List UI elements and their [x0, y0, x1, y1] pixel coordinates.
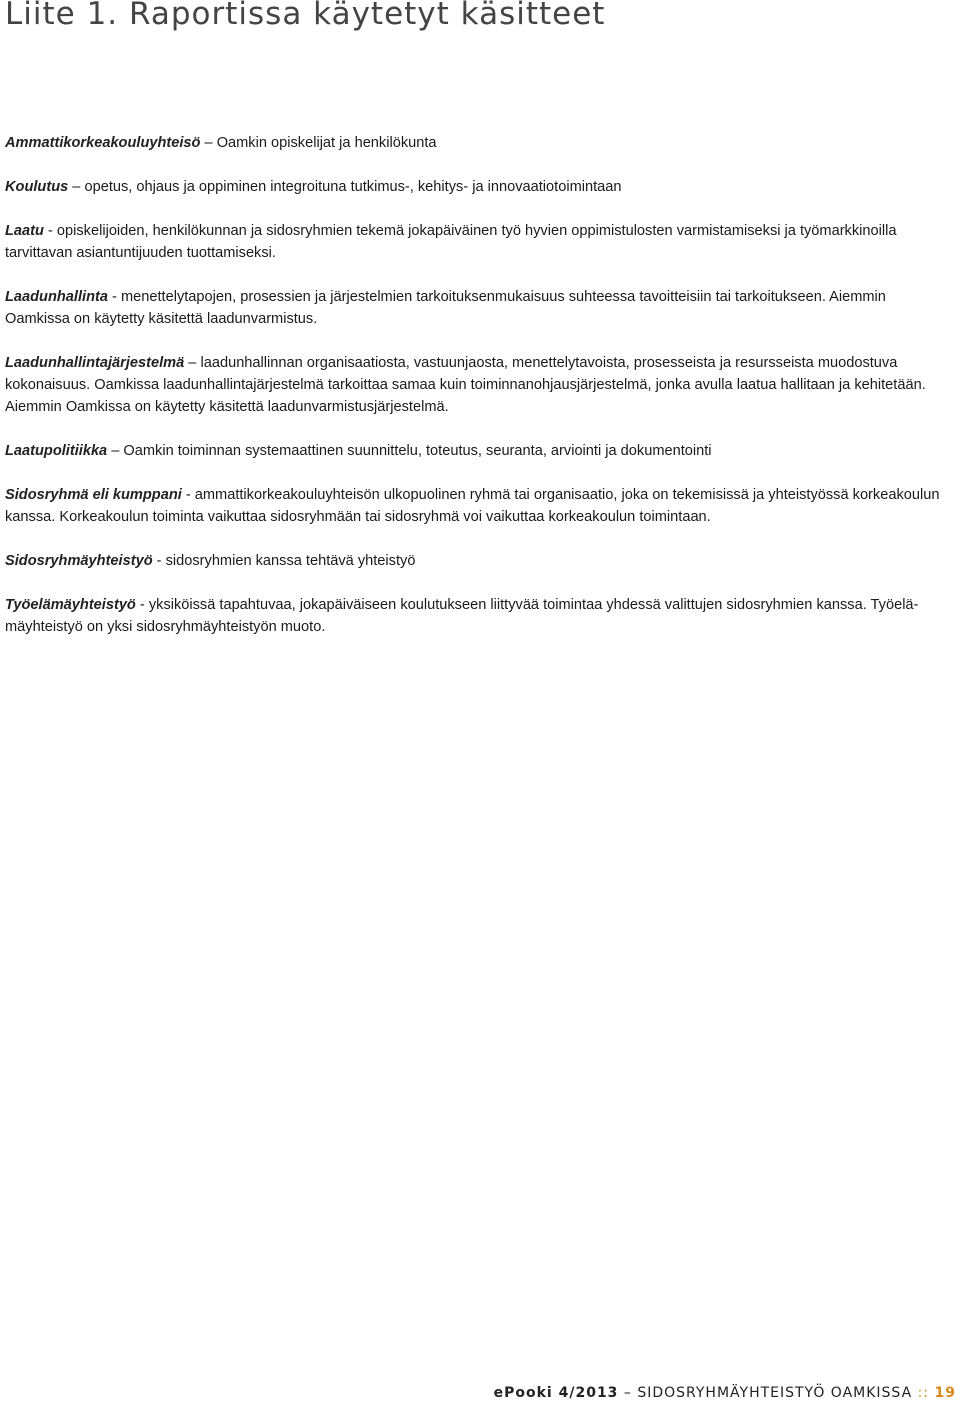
page-number: 19: [934, 1385, 956, 1401]
term-separator: –: [184, 355, 201, 371]
footer-dash: –: [618, 1385, 638, 1401]
glossary-entry: [5, 594, 950, 638]
glossary-definition: laadunhallinnan organisaatiosta, vastuunjaosta, menettelytavoista, prosesseista ja resursseista muodostuva kokonaisuus. Oamkissa laadunhallintajärjestelmä tarkoittaa samaa kuin toiminnanohjausjärjestelmä, jonka avulla laatua hallitaan ja kehitetään. Aiemmin Oamkissa on käytetty käsitettä laadunvarmistusjärjestelmä.: [5, 355, 926, 415]
glossary-term: Laatu: [5, 223, 44, 239]
glossary-term: Koulutus: [5, 179, 69, 195]
glossary-entry: [5, 484, 950, 528]
glossary-definition: ammattikorkeakouluyhteisön ulkopuolinen ryhmä tai organisaatio, joka on tekemisissä ja yhteistyössä korkeakoulun kanssa. Korkeakoulun toiminta vaikuttaa sidosryhmään tai sidosryhmä voi vaikuttaa korkeakoulun toimintaan.: [5, 487, 940, 525]
glossary-definition: sidosryhmien kanssa tehtävä yhteistyö: [165, 553, 416, 569]
glossary-term: Laadunhallinta: [5, 289, 108, 305]
term-separator: -: [152, 553, 166, 569]
publication-name: ePooki 4/2013: [493, 1385, 619, 1401]
glossary-list: [5, 132, 950, 660]
glossary-definition: opiskelijoiden, henkilökunnan ja sidosryhmien tekemä jokapäiväinen työ hyvien oppimistulosten varmistamiseksi ja työmarkkinoilla tarvittavan asiantuntijuuden tuottamiseksi.: [5, 223, 897, 261]
glossary-entry: [5, 550, 950, 572]
glossary-entry: [5, 176, 950, 198]
term-separator: -: [181, 487, 195, 503]
glossary-term: Laadunhallintajärjestelmä: [5, 355, 185, 371]
term-separator: -: [43, 223, 57, 239]
term-separator: -: [135, 597, 149, 613]
glossary-entry: [5, 352, 950, 418]
glossary-definition: menettelytapojen, prosessien ja järjestelmien tarkoituksenmukaisuus suhteessa tavoitteisiin tai tarkoitukseen. Aiemmin Oamkissa on käytetty käsitettä laadunvarmistus.: [5, 289, 886, 327]
footer-separator: ::: [912, 1385, 935, 1401]
term-separator: –: [200, 135, 217, 151]
term-separator: -: [107, 289, 121, 305]
glossary-entry: [5, 440, 950, 462]
glossary-entry: [5, 220, 950, 264]
glossary-entry: [5, 286, 950, 330]
term-separator: –: [68, 179, 85, 195]
glossary-definition: Oamkin opiskelijat ja henkilökunta: [216, 135, 437, 151]
series-name: SIDOSRYHMÄYHTEISTYÖ OAMKISSA: [637, 1385, 913, 1401]
term-separator: –: [107, 443, 124, 459]
glossary-term: Sidosryhmäyhteistyö: [5, 553, 153, 569]
page-title: Liite 1. Raportissa käytetyt käsitteet: [5, 0, 606, 32]
glossary-definition: yksiköissä tapahtuvaa, jokapäiväiseen koulutukseen liittyvää toimintaa yhdessä valittujen sidosryhmien kanssa. Työelämäyhteistyö on yksi sidosryhmäyhteistyön muoto.: [5, 597, 919, 635]
glossary-term: Sidosryhmä eli kumppani: [5, 487, 182, 503]
glossary-entry: [5, 132, 950, 154]
glossary-term: Työelämäyhteistyö: [5, 597, 136, 613]
glossary-definition: Oamkin toiminnan systemaattinen suunnittelu, toteutus, seuranta, arviointi ja dokumentointi: [123, 443, 712, 459]
glossary-term: Laatupolitiikka: [5, 443, 108, 459]
glossary-term: Ammattikorkeakouluyhteisö: [5, 135, 201, 151]
glossary-definition: opetus, ohjaus ja oppiminen integroituna tutkimus-, kehitys- ja innovaatiotoimintaan: [84, 179, 622, 195]
page-footer: [494, 1385, 956, 1401]
